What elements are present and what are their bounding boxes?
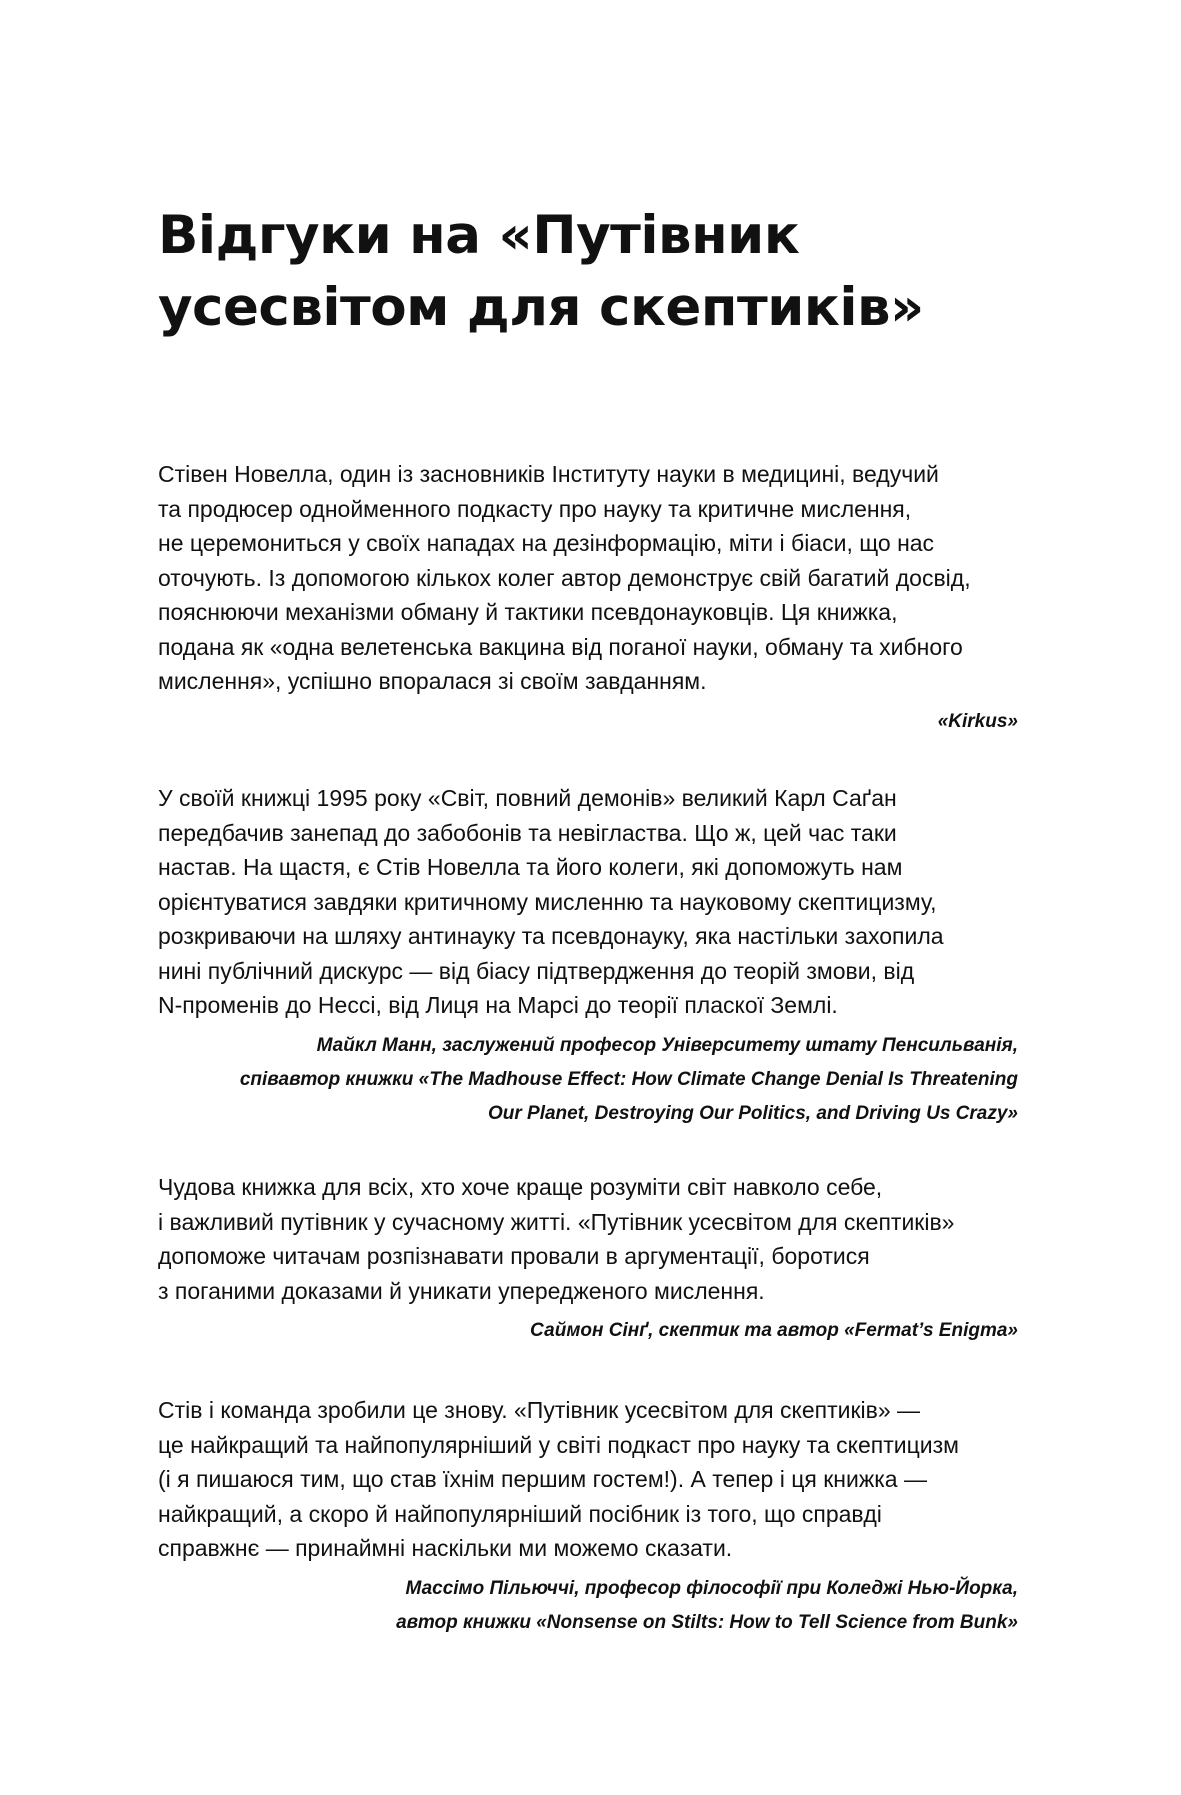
review-text-line: настав. На щастя, є Стів Новелла та його колеги, які допоможуть нам (158, 854, 903, 880)
review-text-line: подана як «одна велетенська вакцина від поганої науки, обману та хибного (158, 633, 963, 660)
review-massimo-pigliucci (158, 1393, 1018, 1640)
review-text-line: з поганими доказами й уникати упередженого мислення. (158, 1277, 765, 1304)
review-text-line: і важливий путівник у сучасному житті. «Путівник усесвітом для скептиків» (158, 1208, 955, 1235)
review-text-line: мислення», успішно впоралася зі своїм завданням. (158, 668, 707, 694)
review-attribution (158, 1572, 1018, 1640)
review-text (158, 1393, 1018, 1566)
review-michael-mann (158, 781, 1018, 1131)
review-attribution (158, 1029, 1018, 1131)
attribution-line: Майкл Манн, заслужений професор Університету штату Пенсильванія, (316, 1034, 1018, 1056)
attribution-line: Our Planet, Destroying Our Politics, and Driving Us Crazy» (487, 1102, 1018, 1124)
review-text (158, 1170, 1018, 1308)
review-text-line: розкриваючи на шляху антинауку та псевдонауку, яка настільки захопила (158, 923, 944, 949)
review-text-line: передбачив занепад до забобонів та невігластва. Що ж, цей час таки (158, 819, 897, 846)
review-text-line: пояснюючи механізми обману й тактики псевдонауковців. Ця книжка, (158, 599, 898, 625)
review-attribution (158, 705, 1018, 739)
review-text-line: орієнтуватися завдяки критичному мисленню та науковому скептицизму, (158, 888, 937, 915)
review-text-line: Чудова книжка для всіх, хто хоче краще розуміти світ навколо себе, (158, 1174, 883, 1200)
attribution-line: Массімо Пільюччі, професор філософії при Коледжі Нью-Йорка, (405, 1577, 1018, 1599)
review-text-line: та продюсер однойменного подкасту про науку та критичне мислення, (158, 495, 912, 522)
review-simon-singh (158, 1170, 1018, 1348)
review-text-line: (і я пишаюся тим, що став їхнім першим гостем!). А тепер і ця книжка — (158, 1466, 927, 1492)
review-text-line: справжнє — принаймні наскільки ми можемо сказати. (158, 1535, 733, 1561)
review-text-line: N-променів до Нессі, від Лиця на Марсі до теорії пласкої Землі. (158, 992, 838, 1018)
review-kirkus (158, 457, 1018, 739)
review-text-line: це найкращий та найпопулярніший у світі подкаст про науку та скептицизм (158, 1431, 959, 1458)
page-title-line: Відгуки на «Путівник (158, 205, 800, 266)
review-text-line: допоможе читачам розпізнавати провали в аргументації, боротися (158, 1243, 870, 1269)
review-text-line: У своїй книжці 1995 року «Світ, повний демонів» великий Карл Саґан (158, 785, 897, 811)
review-text-line: нині публічний дискурс — від біасу підтвердження до теорій змови, від (158, 957, 915, 984)
review-text (158, 781, 1018, 1023)
page-title (158, 200, 1058, 344)
review-text-line: не церемониться у своїх нападах на дезінформацію, міти і біаси, що нас (158, 530, 935, 556)
review-text-line: Стівен Новелла, один із засновників Інституту науки в медицині, ведучий (158, 461, 939, 487)
attribution-line: автор книжки «Nonsense on Stilts: How to Tell Science from Bunk» (396, 1611, 1018, 1633)
review-text-line: найкращий, а скоро й найпопулярніший посібник із того, що справді (158, 1500, 882, 1527)
attribution-line: Саймон Сінґ, скептик та автор «Fermat’s Enigma» (529, 1320, 1018, 1341)
attribution-line: співавтор книжки «The Madhouse Effect: How Climate Change Denial Is Threatening (239, 1068, 1018, 1090)
review-text-line: оточують. Із допомогою кількох колег автор демонструє свій багатий досвід, (158, 564, 971, 591)
attribution-line: «Kirkus» (937, 710, 1018, 732)
review-text-line: Стів і команда зробили це знову. «Путівник усесвітом для скептиків» — (158, 1397, 921, 1423)
review-text (158, 457, 1018, 699)
page-title-line: усесвітом для скептиків» (158, 277, 924, 338)
review-attribution (158, 1314, 1018, 1348)
